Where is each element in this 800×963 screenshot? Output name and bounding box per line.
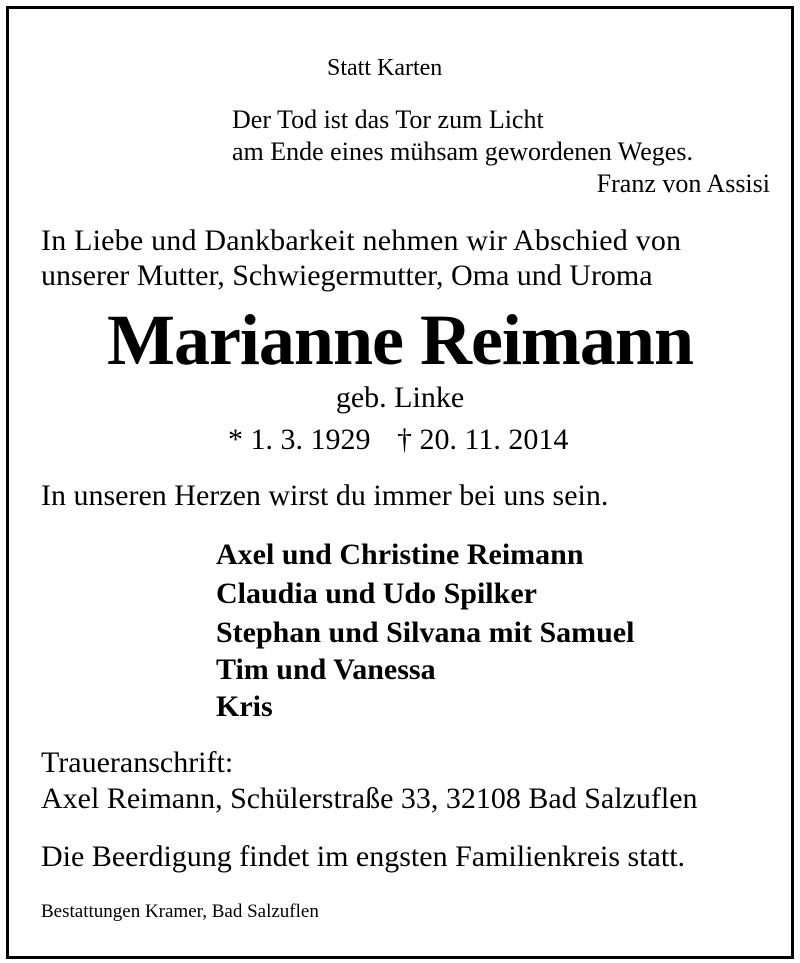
deceased-name: Marianne Reimann bbox=[107, 300, 693, 380]
intro-text: Statt Karten bbox=[327, 55, 443, 81]
family-member: Kris bbox=[216, 690, 273, 723]
farewell-line-2: unserer Mutter, Schwiegermutter, Oma und Uroma bbox=[41, 259, 653, 292]
address-value: Axel Reimann, Schülerstraße 33, 32108 Bad Salzuflen bbox=[41, 782, 698, 815]
quote-author: Franz von Assisi bbox=[596, 169, 770, 198]
family-member: Stephan und Silvana mit Samuel bbox=[216, 616, 635, 649]
death-date: † 20. 11. 2014 bbox=[397, 423, 569, 456]
family-member: Axel und Christine Reimann bbox=[216, 538, 584, 571]
birth-date: * 1. 3. 1929 bbox=[228, 423, 371, 456]
farewell-line-1: In Liebe und Dankbarkeit nehmen wir Abschied von bbox=[41, 224, 682, 257]
family-member: Claudia und Udo Spilker bbox=[216, 577, 537, 610]
quote-line-2: am Ende eines mühsam gewordenen Weges. bbox=[232, 137, 693, 166]
undertaker: Bestattungen Kramer, Bad Salzuflen bbox=[41, 901, 319, 922]
funeral-note: Die Beerdigung findet im engsten Familienkreis statt. bbox=[41, 840, 686, 873]
quote-line-1: Der Tod ist das Tor zum Licht bbox=[232, 105, 544, 134]
maiden-name: geb. Linke bbox=[335, 381, 465, 414]
memory-line: In unseren Herzen wirst du immer bei uns sein. bbox=[41, 479, 609, 512]
address-label: Traueranschrift: bbox=[41, 746, 234, 779]
family-member: Tim und Vanessa bbox=[216, 653, 436, 686]
